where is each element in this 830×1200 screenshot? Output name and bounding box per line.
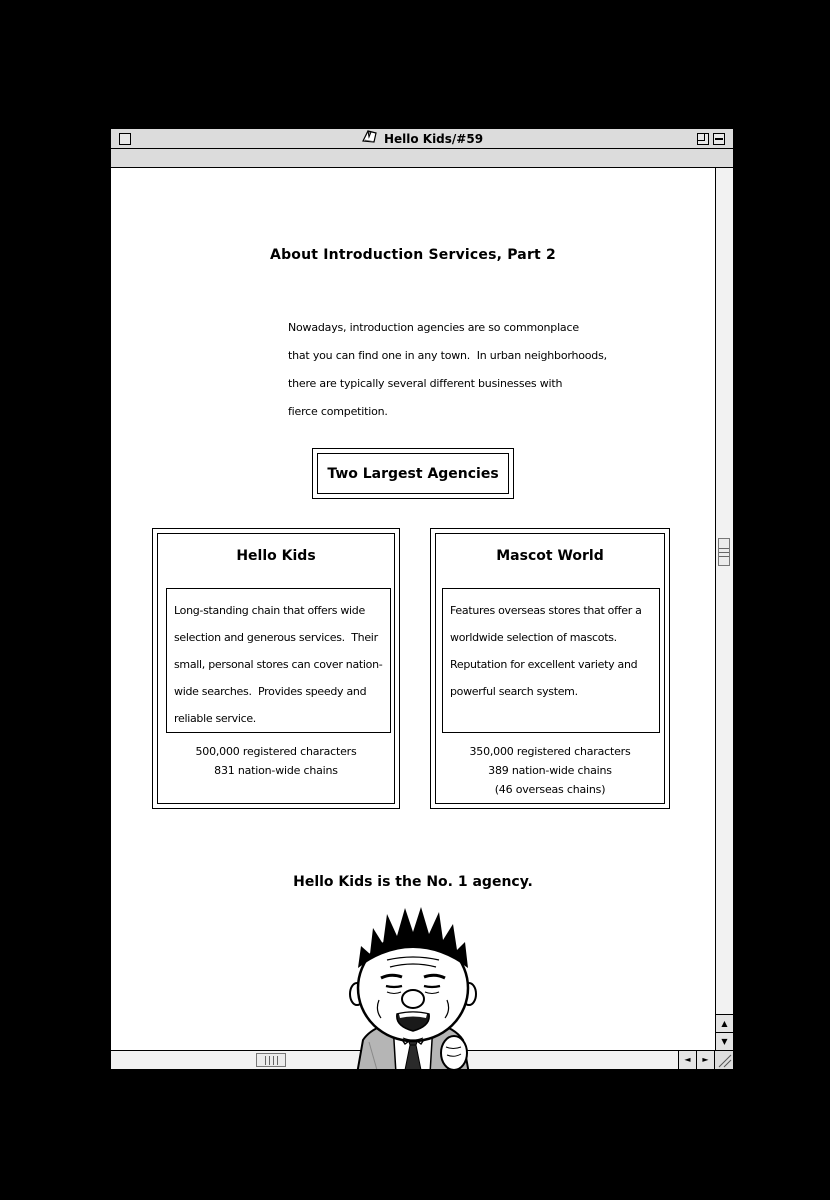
description-line: wide searches. Provides speedy and [174,685,367,698]
scroll-left-button[interactable] [678,1051,696,1069]
close-button[interactable] [119,133,131,145]
agency-name: Mascot World [496,548,604,564]
window-title: Hello Kids/#59 [383,131,484,146]
section-header-label: Two Largest Agencies [317,453,509,494]
agency-description [442,588,660,733]
stat-line: 389 nation-wide chains [488,764,612,777]
scroll-right-button[interactable] [696,1051,714,1069]
description-line: Features overseas stores that offer a [450,604,642,617]
document-content [111,168,715,1050]
vertical-scrollbar[interactable] [715,168,733,1050]
intro-line: there are typically several different businesses with [288,377,563,390]
conclusion-text: Hello Kids is the No. 1 agency. [293,874,533,890]
mascot-character-illustration [313,902,513,1070]
titlebar[interactable] [111,129,733,149]
scroll-down-button[interactable] [716,1032,733,1050]
right-arrow-icon: ► [702,1055,709,1064]
intro-paragraph [288,314,607,426]
description-line: Long-standing chain that offers wide [174,604,365,617]
titlebar-title-group [361,129,483,148]
intro-line: Nowadays, introduction agencies are so commonplace [288,321,579,334]
description-line: small, personal stores can cover nation- [174,658,383,671]
zoom-button[interactable] [697,133,709,145]
agency-card-hello-kids [152,528,400,809]
resize-grip[interactable] [714,1051,733,1069]
app-window [110,128,734,1070]
collapse-button[interactable] [713,133,725,145]
agency-description [166,588,391,733]
intro-line: fierce competition. [288,405,388,418]
stat-line: 831 nation-wide chains [214,764,338,777]
description-line: Reputation for excellent variety and [450,658,638,671]
stat-line: (46 overseas chains) [494,783,606,796]
agency-card-mascot-world [430,528,670,809]
up-arrow-icon: ▲ [721,1018,728,1028]
down-arrow-icon: ▼ [721,1036,728,1046]
agency-name: Hello Kids [236,548,316,564]
stat-line: 500,000 registered characters [195,745,357,758]
section-header-box [312,448,514,499]
document-icon [361,129,378,148]
agency-stats [436,742,664,799]
scroll-up-button[interactable] [716,1014,733,1032]
page-title: About Introduction Services, Part 2 [270,247,556,263]
description-line: reliable service. [174,712,257,725]
description-line: worldwide selection of mascots. [450,631,617,644]
intro-line: that you can find one in any town. In urban neighborhoods, [288,349,607,362]
left-arrow-icon: ◄ [684,1055,691,1064]
vertical-scroll-thumb[interactable] [718,538,730,566]
agency-stats [158,742,394,780]
description-line: selection and generous services. Their [174,631,378,644]
description-line: powerful search system. [450,685,578,698]
toolbar-strip [111,149,733,168]
stat-line: 350,000 registered characters [469,745,631,758]
horizontal-scroll-thumb[interactable] [256,1053,286,1067]
